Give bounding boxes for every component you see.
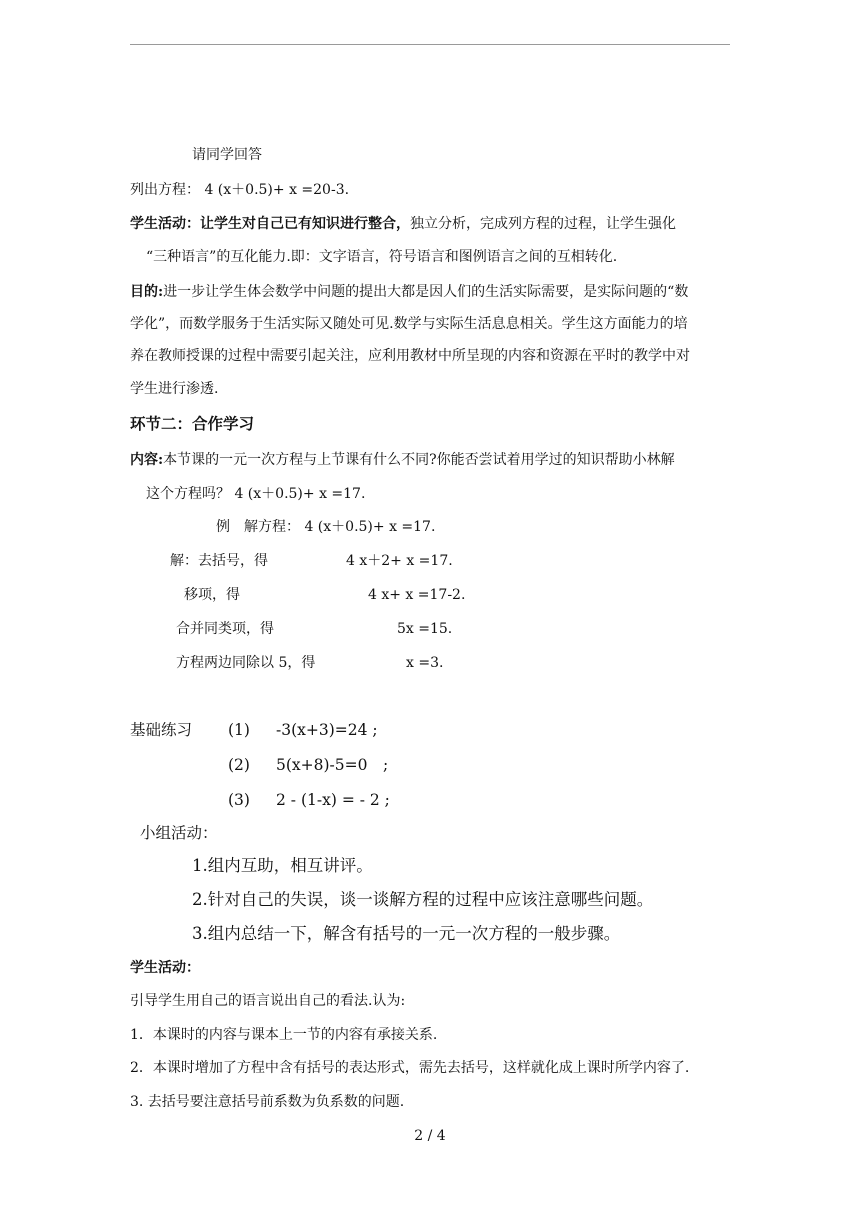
student-activity-2-label: 学生活动： xyxy=(130,960,200,976)
purpose-line-3: 养在教师授课的过程中需要引起关注，应利用教材中所呈现的内容和资源在平时的教学中对 xyxy=(130,348,690,364)
purpose-label: 目的: xyxy=(130,284,164,300)
header-rule xyxy=(130,44,730,45)
practice-expr-2: 5(x+8)-5=0 ; xyxy=(276,756,389,774)
step-2-expr: 4 x+ x =17-2. xyxy=(368,587,466,603)
purpose-line-1: 目的:进一步让学生体会数学中问题的提出大都是因人们的生活实际需要，是实际问题的“数 xyxy=(130,284,689,300)
group-activity-label: 小组活动： xyxy=(140,824,218,842)
student-activity-line-1 xyxy=(130,214,676,234)
step-1-expr: 4 x＋2+ x =17. xyxy=(346,553,453,569)
practice-expr-1: -3(x+3)=24 ; xyxy=(276,721,378,739)
content-line-2: 这个方程吗？ 4 (x＋0.5)+ x =17. xyxy=(146,486,366,502)
student-activity-bold: 让学生对自己已有知识进行整合， xyxy=(200,216,410,232)
example-title: 例 解方程： 4 (x＋0.5)+ x =17. xyxy=(216,519,436,535)
step-4-expr: x =3. xyxy=(406,655,444,671)
step-4-label: 方程两边同除以 5，得 xyxy=(176,655,316,671)
practice-num-2: (2) xyxy=(228,756,250,774)
step-3-expr: 5x =15. xyxy=(397,621,453,637)
student-activity-text: 独立分析，完成列方程的过程，让学生强化 xyxy=(410,216,676,232)
group-item-3: 3.组内总结一下，解含有括号的一元一次方程的一般步骤。 xyxy=(192,924,621,943)
conclusion-3: 3. 去括号要注意括号前系数为负系数的问题. xyxy=(130,1094,405,1110)
purpose-line-2: 学化”，而数学服务于生活实际又随处可见.数学与实际生活息息相关。学生这方面能力的培 xyxy=(130,316,688,332)
practice-num-1: (1) xyxy=(228,721,250,739)
step-2-label: 移项，得 xyxy=(184,587,240,603)
content-line-1: 内容:本节课的一元一次方程与上节课有什么不同?你能否尝试着用学过的知识帮助小林解 xyxy=(130,452,675,468)
student-activity-line-2: “三种语言”的互化能力.即：文字语言，符号语言和图例语言之间的互相转化. xyxy=(146,249,618,265)
student-activity-label: 学生活动： xyxy=(130,216,200,232)
step-1-label: 解：去括号，得 xyxy=(170,553,268,569)
practice-num-3: (3) xyxy=(228,791,250,809)
group-item-2: 2.针对自己的失误，谈一谈解方程的过程中应该注意哪些问题。 xyxy=(192,890,654,909)
practice-label: 基础练习 xyxy=(130,721,193,739)
page-number: 2 / 4 xyxy=(414,1128,446,1144)
step-3-label: 合并同类项，得 xyxy=(176,621,274,637)
group-item-1: 1.组内互助，相互讲评。 xyxy=(192,856,373,875)
conclusion-2: 2．本课时增加了方程中含有括号的表达形式，需先去括号，这样就化成上课时所学内容了. xyxy=(130,1060,690,1076)
practice-expr-3: 2 - (1-x) = - 2 ; xyxy=(276,791,390,809)
conclusion-1: 1．本课时的内容与课本上一节的内容有承接关系. xyxy=(130,1027,438,1043)
content-label: 内容: xyxy=(130,452,164,468)
purpose-line-4: 学生进行渗透. xyxy=(130,381,219,397)
student-activity-2-intro: 引导学生用自己的语言说出自己的看法.认为: xyxy=(130,993,406,1009)
section-heading: 环节二：合作学习 xyxy=(130,414,255,433)
ask-line: 请同学回答 xyxy=(192,147,262,163)
equation-line: 列出方程： 4 (x＋0.5)+ x =20-3. xyxy=(130,182,350,198)
